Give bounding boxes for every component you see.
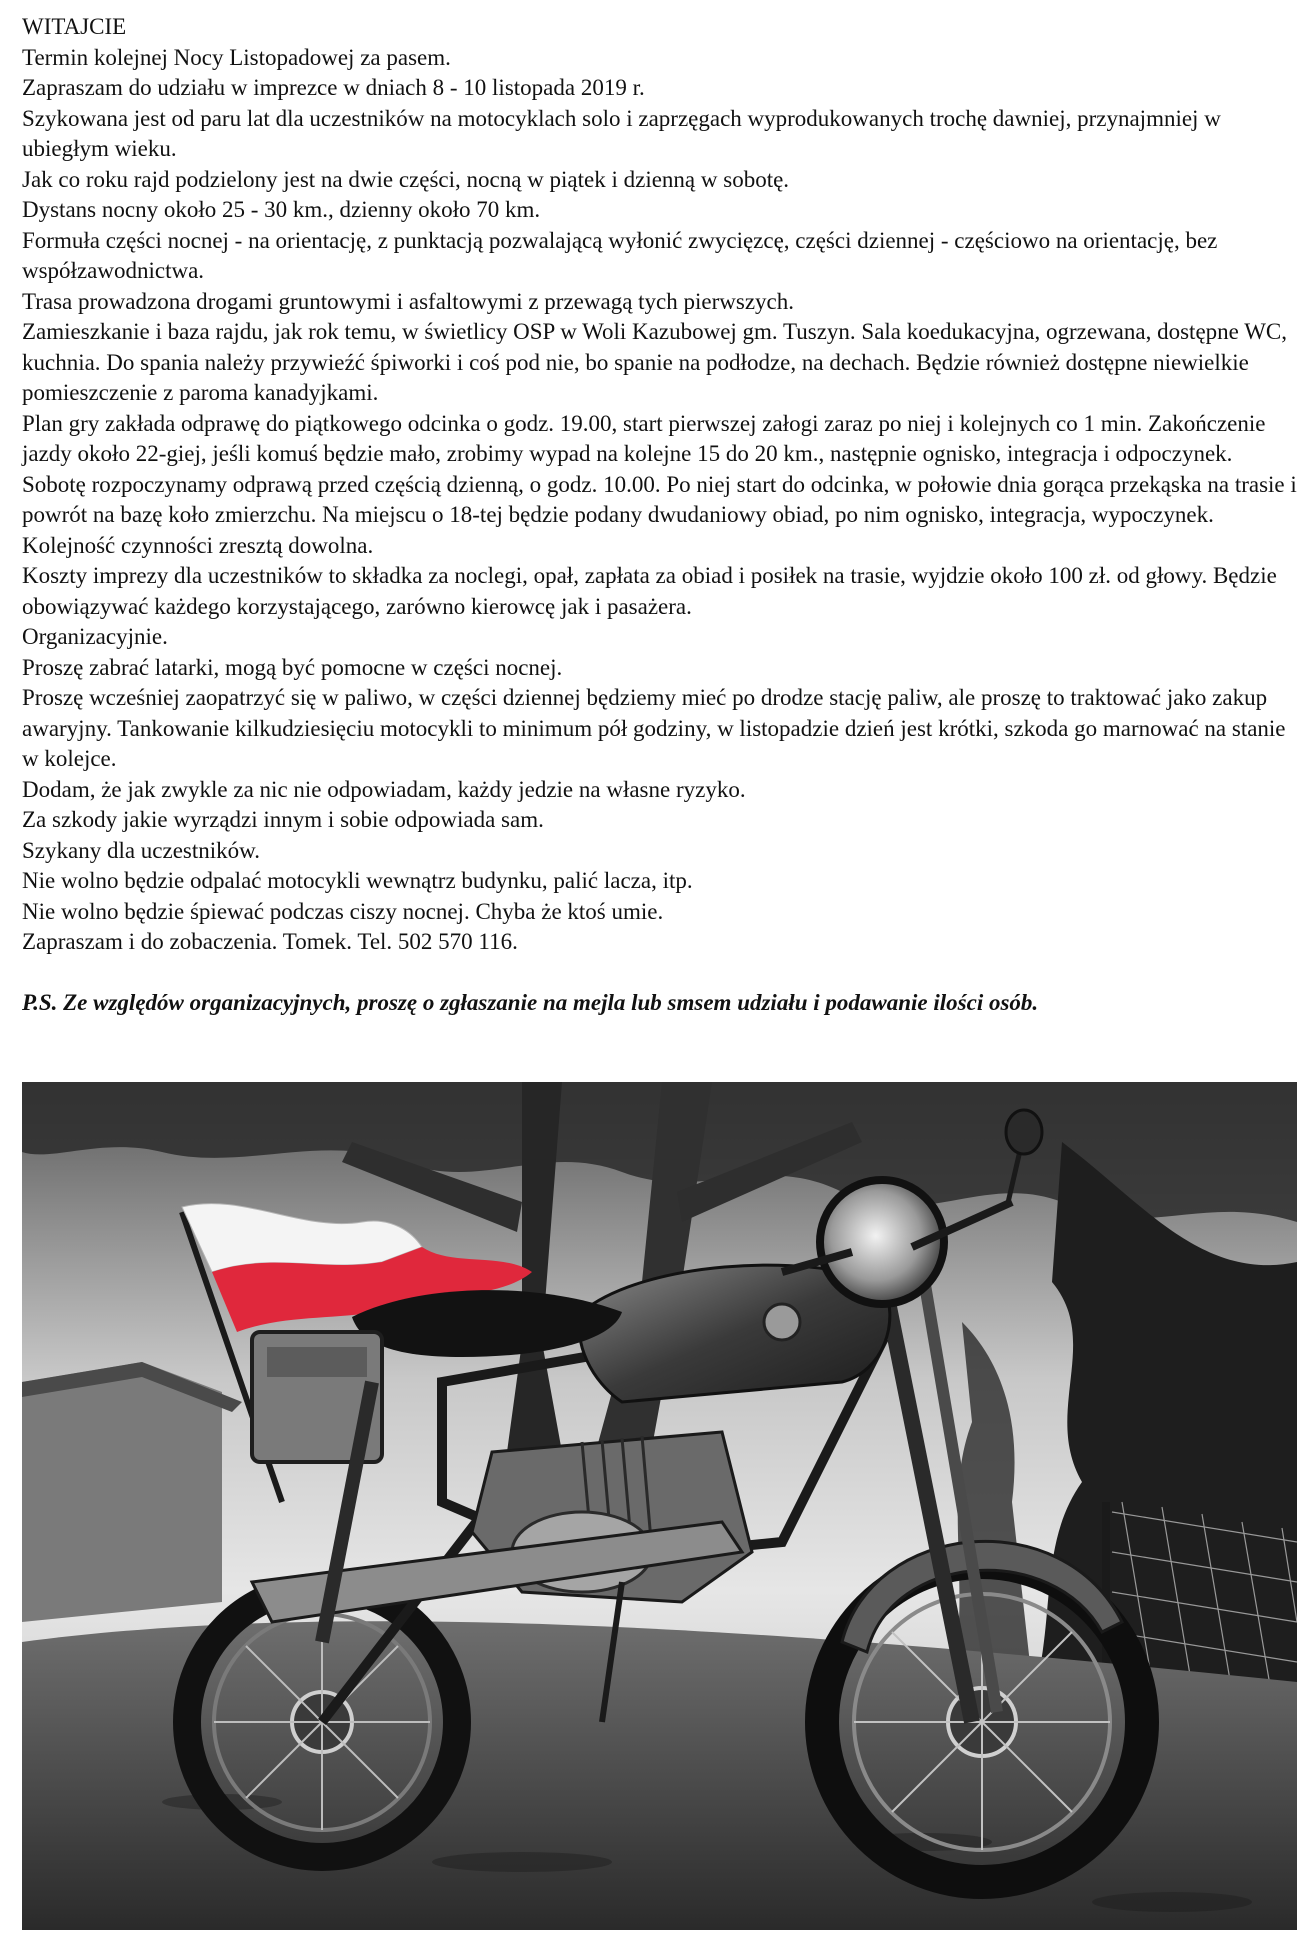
heading-greeting: WITAJCIE — [22, 14, 127, 39]
paragraph: Formuła części nocnej - na orientację, z punktacją pozwalającą wyłonić zwycięzcę, części dziennej - częściowo na orientację, bez współzawodnictwa. — [22, 227, 1224, 283]
paragraph: Trasa prowadzona drogami gruntowymi i asfaltowymi z przewagą tych pierwszych. — [22, 288, 794, 314]
motorcycle-photo — [22, 1082, 1297, 1930]
paragraph: Zapraszam do udziału w imprezce w dniach 8 - 10 listopada 2019 r. — [22, 75, 645, 100]
paragraph: Koszty imprezy dla uczestników to składka za noclegi, opał, zapłata za obiad i posiłek na trasie, wyjdzie około 100 zł. od głowy. Będzie obowiązywać każdego korzystającego, zarówno kierowcę jak i pasażera. — [22, 563, 1283, 619]
paragraph: Plan gry zakłada odprawę do piątkowego odcinka o godz. 19.00, start pierwszej załogi zaraz po niej i kolejnych co 1 min. Zakończenie jazdy około 22-giej, jeśli komuś będzie mało, zrobimy wypad na kolejne 15 do 20 km., następnie ognisko, integracja i odpoczynek. — [22, 410, 1272, 466]
paragraph: Dystans nocny około 25 - 30 km., dzienny około 70 km. — [22, 197, 541, 222]
paragraph: Za szkody jakie wyrządzi innym i sobie odpowiada sam. — [22, 807, 544, 832]
paragraph: Zamieszkanie i baza rajdu, jak rok temu, w świetlicy OSP w Woli Kazubowej gm. Tuszyn. Sala koedukacyjna, ogrzewana, dostępne WC, kuchnia. Do spania należy przywieźć śpiworki i coś pod nie, bo spanie na podłodze, na dechach. Będzie również dostępne niewielkie pomieszczenie z paroma kanadyjkami. — [22, 319, 1293, 405]
paragraph: Sobotę rozpoczynamy odprawą przed częścią dzienną, o godz. 10.00. Po niej start do odcinka, w połowie dnia gorąca przekąska na trasie i powrót na bazę koło zmierzchu. Na miejscu o 18-tej będzie podany dwudaniowy obiad, po nim ognisko, integracja, wypoczynek. Kolejność czynności zresztą dowolna. — [22, 471, 1303, 558]
paragraph: Dodam, że jak zwykle za nic nie odpowiadam, każdy jedzie na własne ryzyko. — [22, 776, 746, 802]
postscript-note: P.S. Ze względów organizacyjnych, proszę o zgłaszanie na mejla lub smsem udziału i podawanie ilości osób. — [22, 989, 1039, 1015]
paragraph: Nie wolno będzie śpiewać podczas ciszy nocnej. Chyba że ktoś umie. — [22, 898, 664, 924]
paragraph: Proszę zabrać latarki, mogą być pomocne w części nocnej. — [22, 654, 563, 680]
paragraph: Jak co roku rajd podzielony jest na dwie części, nocną w piątek i dzienną w sobotę. — [22, 166, 790, 192]
motorcycle-illustration — [22, 1082, 1297, 1930]
paragraph: Proszę wcześniej zaopatrzyć się w paliwo, w części dziennej będziemy mieć po drodze stację paliw, ale proszę to traktować jako zakup awaryjny. Tankowanie kilkudziesięciu motocykli to minimum pół godziny, w listopadzie dzień jest krótki, szkoda go marnować na stanie w kolejce. — [22, 685, 1292, 771]
paragraph: Organizacyjnie. — [22, 624, 168, 649]
paragraph: Szykowana jest od paru lat dla uczestników na motocyklach solo i zaprzęgach wyprodukowanych trochę dawniej, przynajmniej w ubiegłym wieku. — [22, 105, 1227, 161]
paragraph: Nie wolno będzie odpalać motocykli wewnątrz budynku, palić lacza, itp. — [22, 868, 693, 893]
paragraph: Zapraszam i do zobaczenia. Tomek. Tel. 502 570 116. — [22, 929, 518, 954]
paragraph: Szykany dla uczestników. — [22, 837, 261, 863]
paragraph: Termin kolejnej Nocy Listopadowej za pasem. — [22, 44, 451, 70]
article — [22, 12, 1303, 1018]
